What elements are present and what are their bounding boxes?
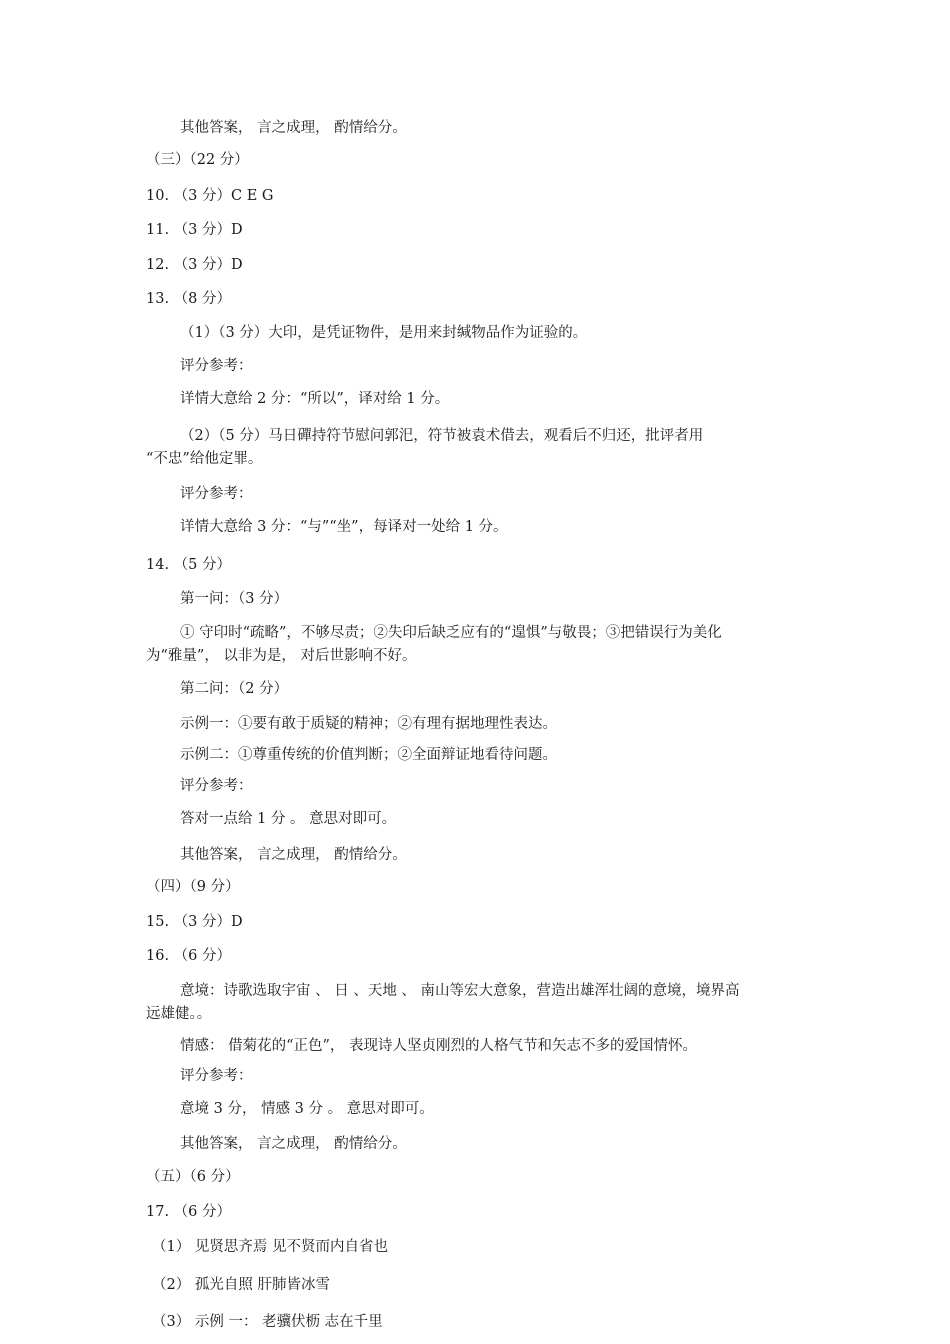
scoring-note: 其他答案， 言之成理， 酌情给分。 [180, 120, 407, 136]
question-heading: 16. （6 分） [146, 948, 232, 964]
answer-paragraph [146, 425, 806, 471]
scoring-label: 评分参考： [180, 358, 253, 374]
answer-line: （2） 孤光自照 肝肺皆冰雪 [152, 1277, 330, 1293]
answer-paragraph [146, 980, 806, 1026]
answer-line: 10. （3 分）C E G [146, 188, 274, 204]
paragraph-line: （2）（5 分）马日磾持符节慰问郭汜，符节被袁术借去，观看后不归还，批评者用 [180, 428, 704, 444]
paragraph-line: 为“雅量”， 以非为是， 对后世影响不好。 [146, 648, 417, 664]
answer-paragraph [146, 622, 806, 668]
answer-line: 11. （3 分）D [146, 222, 243, 238]
answer-line: 12. （3 分）D [146, 257, 243, 273]
section-heading: （五）（6 分） [146, 1169, 240, 1185]
paragraph-line: ① 守印时“疏略”，不够尽责；②失印后缺乏应有的“遑惧”与敬畏；③把错误行为美化 [180, 625, 722, 641]
answer-line: 15. （3 分）D [146, 914, 243, 930]
scoring-note: 详情大意给 3 分：“与”“坐”，每译对一处给 1 分。 [180, 519, 508, 535]
scoring-note: 详情大意给 2 分：“所以”，译对给 1 分。 [180, 391, 450, 407]
sub-question-heading: 第一问：（3 分） [180, 591, 289, 607]
answer-line: （3） 示例 一： 老骥伏枥 志在千里 [152, 1314, 383, 1330]
section-heading: （三）（22 分） [146, 152, 249, 168]
answer-line: （1）（3 分）大印，是凭证物件，是用来封缄物品作为证验的。 [180, 325, 588, 341]
paragraph-line: “不忠”给他定罪。 [146, 451, 263, 467]
example-line: 示例二：①尊重传统的价值判断；②全面辩证地看待问题。 [180, 747, 557, 763]
scoring-note: 其他答案， 言之成理， 酌情给分。 [180, 1136, 407, 1152]
scoring-note: 答对一点给 1 分 。 意思对即可。 [180, 811, 397, 827]
sub-question-heading: 第二问：（2 分） [180, 681, 289, 697]
answer-line: 情感： 借菊花的“正色”， 表现诗人坚贞刚烈的人格气节和矢志不多的爱国情怀。 [180, 1038, 698, 1054]
scoring-label: 评分参考： [180, 486, 253, 502]
paragraph-line: 远雄健。。 [146, 1006, 212, 1022]
scoring-label: 评分参考： [180, 778, 253, 794]
paragraph-line: 意境：诗歌选取宇宙 、 日 、天地 、 南山等宏大意象，营造出雄浑壮阔的意境，境界高 [180, 983, 740, 999]
question-heading: 14. （5 分） [146, 557, 232, 573]
scoring-note: 意境 3 分， 情感 3 分 。 意思对即可。 [180, 1101, 434, 1117]
scoring-label: 评分参考： [180, 1068, 253, 1084]
scoring-note: 其他答案， 言之成理， 酌情给分。 [180, 847, 407, 863]
section-heading: （四）（9 分） [146, 879, 240, 895]
example-line: 示例一：①要有敢于质疑的精神；②有理有据地理性表达。 [180, 716, 557, 732]
answer-line: （1） 见贤思齐焉 见不贤而内自省也 [152, 1239, 388, 1255]
question-heading: 17. （6 分） [146, 1204, 232, 1220]
question-heading: 13. （8 分） [146, 291, 232, 307]
